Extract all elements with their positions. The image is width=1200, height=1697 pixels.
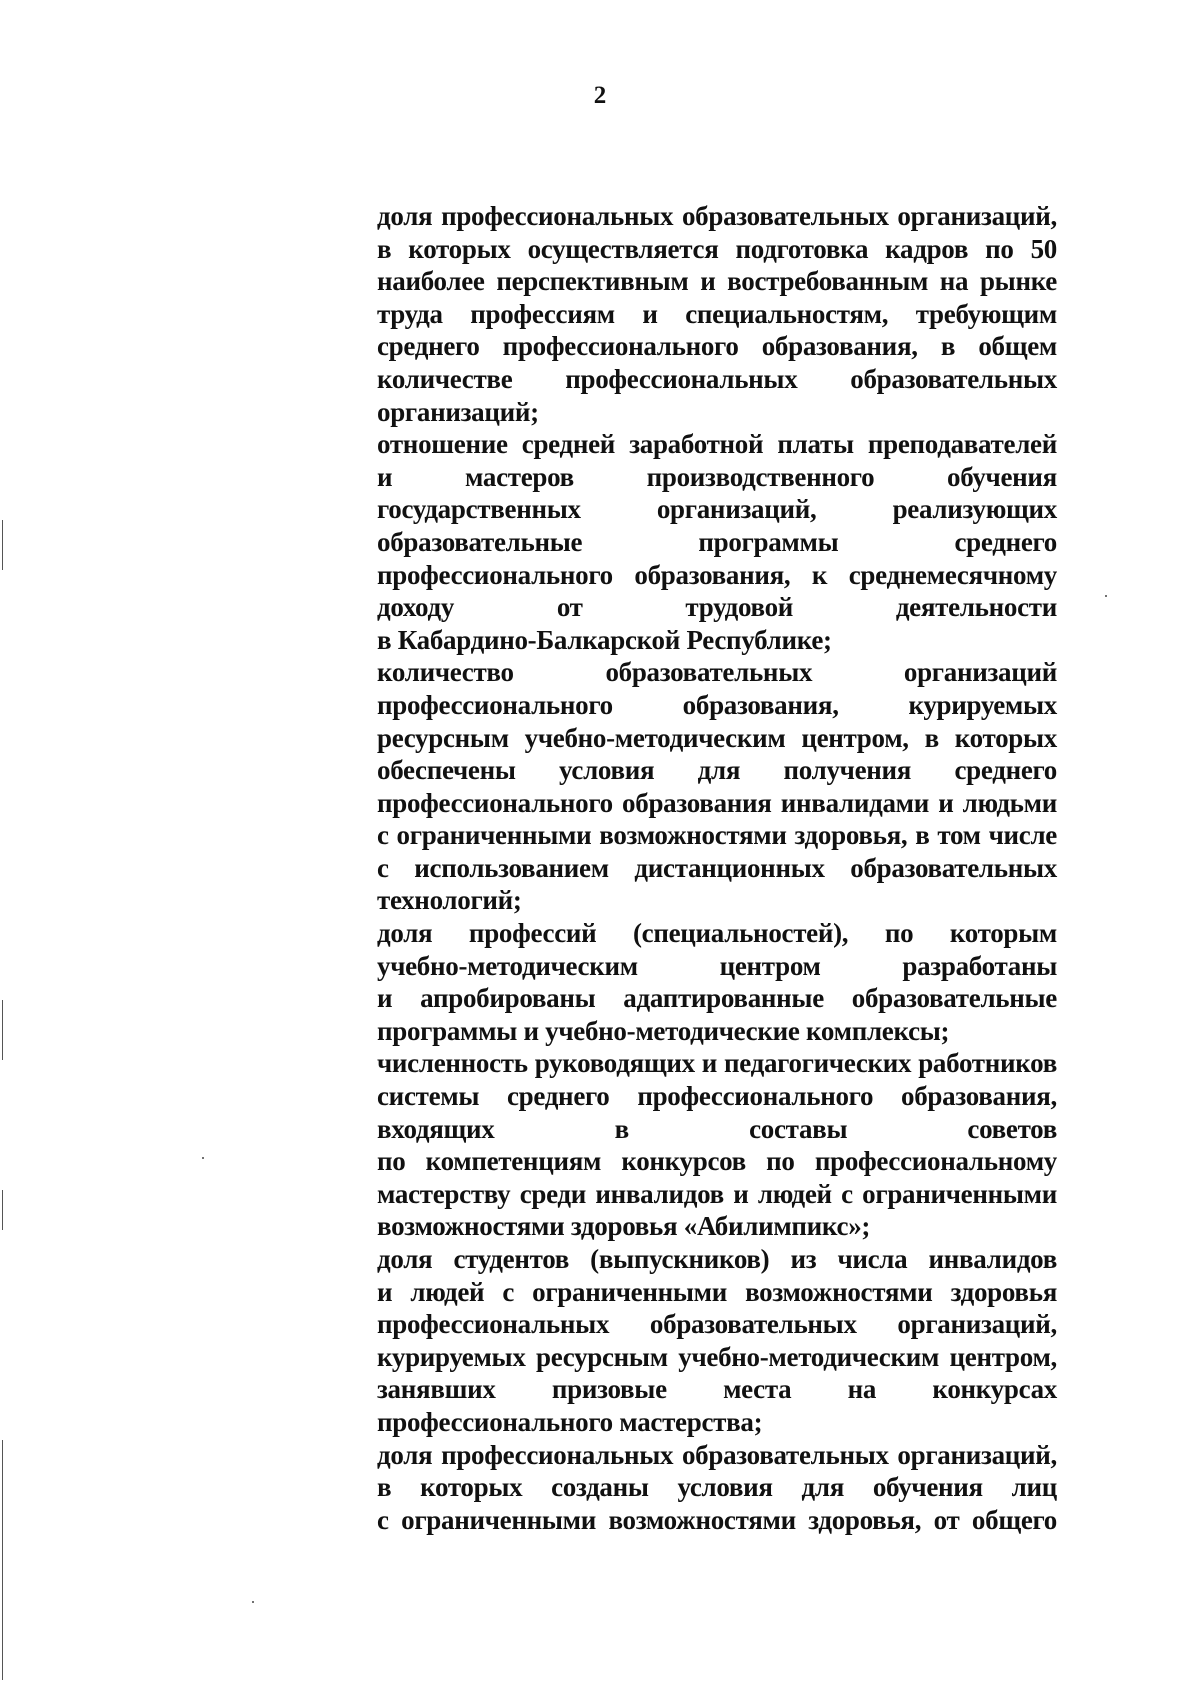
text-line: количестве профессиональных образовательных (377, 363, 1057, 394)
text-line: профессионального образования, к среднемесячному (377, 559, 1057, 590)
text-line: доля студентов (выпускников) из числа инвалидов (377, 1244, 1057, 1274)
text-line: возможностями здоровья «Абилимпикс»; (377, 1211, 871, 1242)
text-line: в Кабардино-Балкарской Республике; (377, 624, 832, 655)
text-line: численность руководящих и педагогических работников (377, 1048, 1057, 1079)
text-line: учебно-методическим центром разработаны (377, 950, 1057, 981)
page-number: 2 (593, 82, 607, 109)
text-line: по компетенциям конкурсов по профессиональному (377, 1146, 1057, 1177)
scan-artifact (2, 1190, 3, 1230)
text-line: профессионального образования, курируемых (377, 689, 1057, 720)
scan-artifact (2, 1000, 3, 1060)
text-line: среднего профессионального образования, в общем (377, 331, 1057, 362)
scan-artifact (2, 1440, 3, 1680)
text-line: входящих в составы советов (377, 1113, 1057, 1144)
scan-speck (252, 1601, 254, 1603)
text-line: ресурсным учебно-методическим центром, в которых (377, 722, 1057, 753)
scan-artifact (2, 520, 3, 570)
text-line: государственных организаций, реализующих (377, 494, 1057, 525)
text-line: программы и учебно-методические комплексы; (377, 1015, 950, 1046)
text-line: труда профессиям и специальностям, требующим (377, 298, 1057, 329)
text-line: и апробированы адаптированные образовательные (377, 983, 1057, 1014)
text-line: с использованием дистанционных образовательных (377, 852, 1057, 883)
document-body (377, 200, 1057, 1536)
text-line: доходу от трудовой деятельности (377, 592, 1057, 623)
text-line: курируемых ресурсным учебно-методическим центром, (377, 1341, 1057, 1372)
text-line: и мастеров производственного обучения (377, 461, 1057, 492)
text-line: в которых созданы условия для обучения лиц (377, 1472, 1057, 1503)
text-line: доля профессиональных образовательных организаций, (377, 201, 1057, 231)
text-line: системы среднего профессионального образования, (377, 1081, 1057, 1112)
text-line: доля профессиональных образовательных организаций, (377, 1439, 1057, 1470)
text-line: и людей с ограниченными возможностями здоровья (377, 1276, 1057, 1307)
text-line: мастерству среди инвалидов и людей с ограниченными (377, 1178, 1057, 1209)
text-line: профессионального образования инвалидами и людьми (377, 787, 1057, 818)
text-line: наиболее перспективным и востребованным на рынке (377, 266, 1057, 297)
text-line: с ограниченными возможностями здоровья, в том числе (377, 820, 1057, 851)
text-line: с ограниченными возможностями здоровья, от общего (377, 1504, 1057, 1535)
text-line: организаций; (377, 396, 539, 427)
text-line: профессионального мастерства; (377, 1406, 763, 1437)
scan-speck (1105, 595, 1107, 597)
text-line: в которых осуществляется подготовка кадров по 50 (377, 233, 1057, 264)
text-line: количество образовательных организаций (377, 657, 1057, 688)
text-line: занявших призовые места на конкурсах (377, 1374, 1057, 1405)
text-line: технологий; (377, 885, 522, 916)
text-line: профессиональных образовательных организаций, (377, 1309, 1057, 1340)
text-line: доля профессий (специальностей), по которым (377, 918, 1057, 949)
text-line: отношение средней заработной платы преподавателей (377, 429, 1057, 460)
text-line: образовательные программы среднего (377, 526, 1057, 557)
scan-speck (202, 1157, 204, 1159)
text-line: обеспечены условия для получения среднего (377, 755, 1057, 786)
